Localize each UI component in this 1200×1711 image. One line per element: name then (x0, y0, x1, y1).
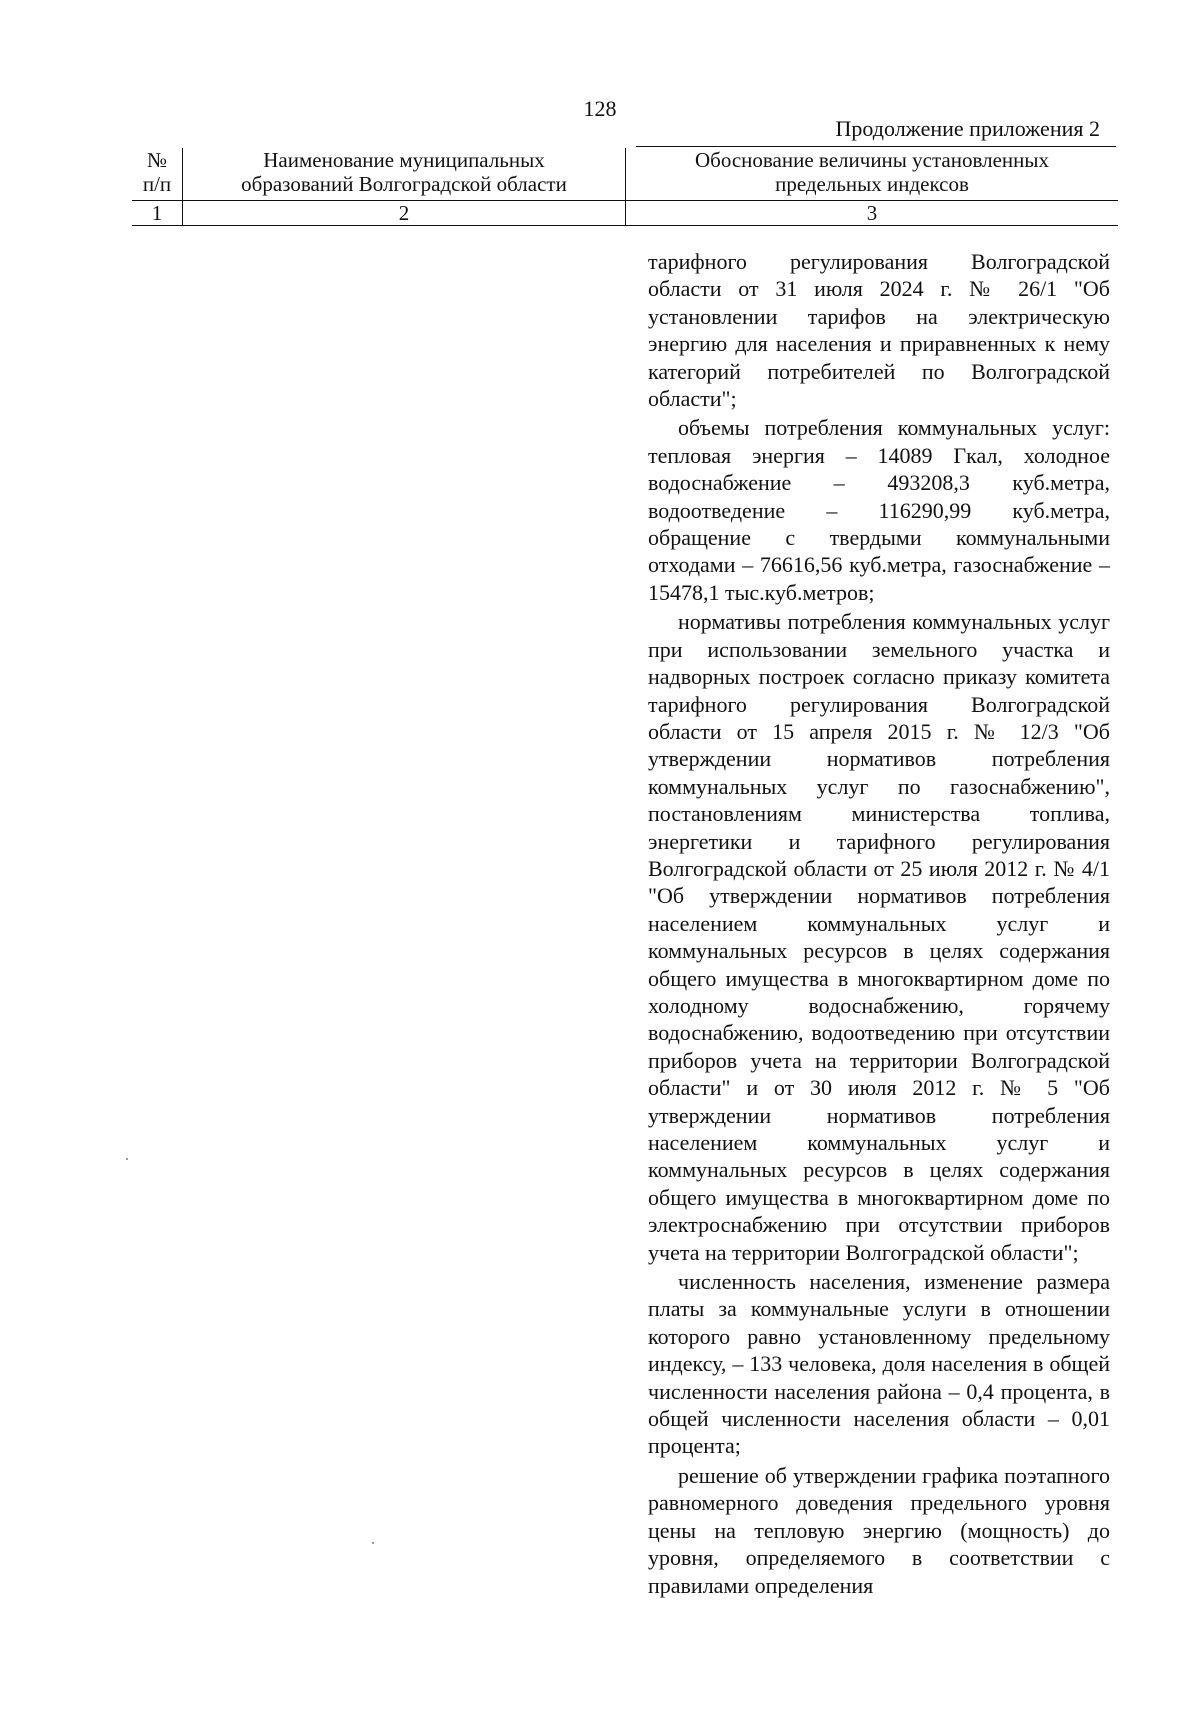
column-header-justification-line2: предельных индексов (775, 172, 969, 196)
paragraph-consumption-volumes: объемы потребления коммунальных услуг: тепловая энергия – 14089 Гкал, холодное водоснабжение – 493208,3 куб.метра, водоотведение – 116290,99 куб.метра, обращение с твердыми коммунальными отходами – 76616,56 куб.метра, газоснабжение – 15478,1 тыс.куб.метров; (648, 415, 1110, 605)
scan-speck (372, 1542, 374, 1544)
column-header-justification-line1: Обоснование величины установленных (694, 148, 1049, 172)
column-header-municipality-line1: Наименование муниципальных (263, 148, 545, 172)
scan-speck (126, 1158, 128, 1160)
paragraph-decision: решение об утверждении графика поэтапного равномерного доведения предельного уровня цены на тепловую энергию (мощность) до уровня, определяемого в соответствии с правилами определения (648, 1462, 1110, 1598)
column-header-justification (626, 148, 1119, 201)
table-top-rule (636, 146, 1116, 147)
paragraph-tariff-regulation: тарифного регулирования Волгоградской области от 31 июля 2024 г. № 26/1 "Об установлении тарифов на электрическую энергию для населения и приравненных к нему категорий потребителей по Волгоградской области"; (648, 249, 1110, 412)
column-number-3: 3 (626, 201, 1119, 226)
paragraph-population: численность населения, изменение размера платы за коммунальные услуги в отношении которого равно установленному предельному индексу, – 133 человека, доля населения в общей численности населения района – 0,4 процента, в общей численности населения области – 0,01 процента; (648, 1269, 1110, 1459)
page-number: 128 (583, 96, 617, 121)
column-header-number-line1: № (146, 148, 168, 172)
column-header-number-line2: п/п (142, 172, 172, 196)
column-header-municipality-line2: образований Волгоградской области (241, 172, 567, 196)
column-number-1: 1 (132, 201, 183, 226)
justification-text (648, 248, 1110, 1599)
column-header-municipality (183, 148, 626, 201)
column-header-number (132, 148, 183, 201)
continuation-label: Продолжение приложения 2 (835, 116, 1100, 141)
paragraph-consumption-norms: нормативы потребления коммунальных услуг при использовании земельного участка и надворных построек согласно приказу комитета тарифного регулирования Волгоградской области от 15 апреля 2015 г. № 12/3 "Об утверждении нормативов потребления коммунальных услуг по газоснабжению", постановлениям министерства топлива, энергетики и тарифного регулирования Волгоградской области от 25 июля 2012 г. № 4/1 "Об утверждении нормативов потребления населением коммунальных услуг и коммунальных ресурсов в целях содержания общего имущества в многоквартирном доме по холодному водоснабжению, горячему водоснабжению, водоотведению при отсутствии приборов учета на территории Волгоградской области" и от 30 июля 2012 г. № 5 "Об утверждении нормативов потребления населением коммунальных услуг и коммунальных ресурсов в целях содержания общего имущества в многоквартирном доме по электроснабжению при отсутствии приборов учета на территории Волгоградской области"; (648, 609, 1110, 1265)
header-row (132, 148, 1118, 201)
column-number-row (132, 201, 1118, 226)
header-table (132, 148, 1118, 226)
column-number-2: 2 (183, 201, 626, 226)
